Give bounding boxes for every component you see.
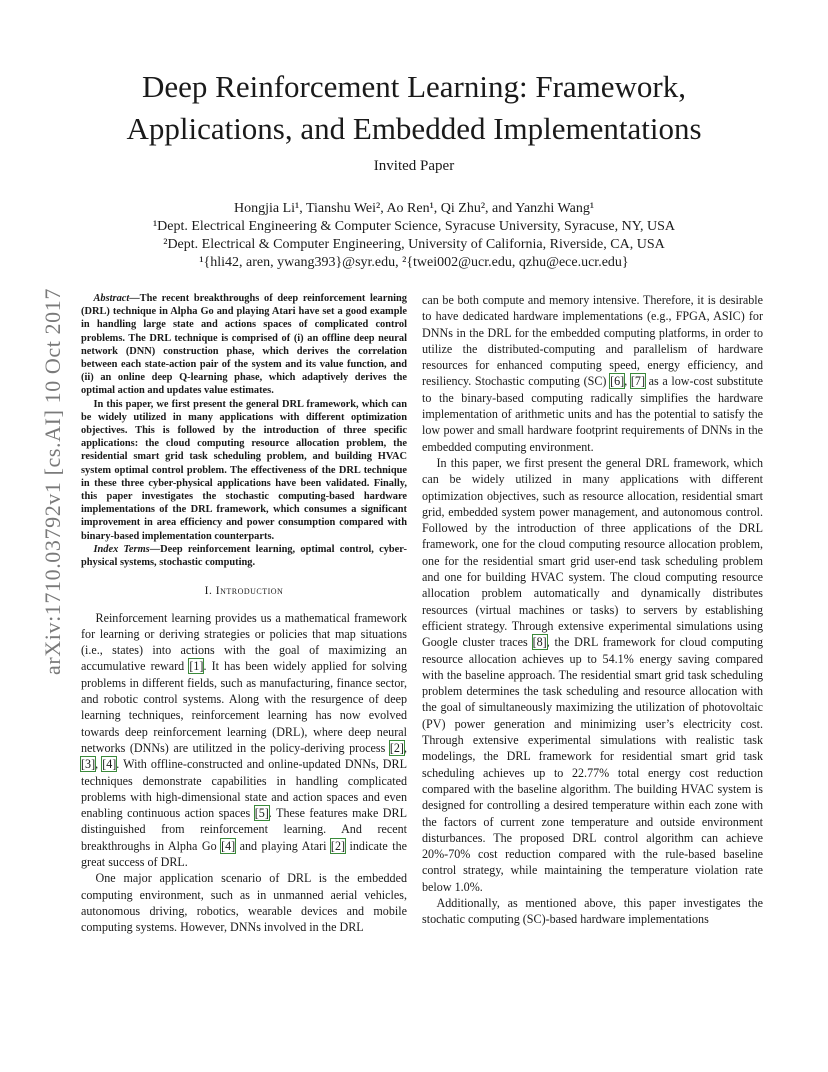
author-names: Hongjia Li¹, Tianshu Wei², Ao Ren¹, Qi Zhu², and Yanzhi Wang¹ bbox=[233, 201, 595, 216]
section-heading-introduction: I. Introduction bbox=[204, 585, 284, 598]
citation-link[interactable]: [7] bbox=[630, 374, 645, 389]
paper-subtitle: Invited Paper bbox=[373, 158, 455, 174]
citation-link[interactable]: [2] bbox=[330, 838, 346, 853]
affiliation-2: ²Dept. Electrical & Computer Engineering, University of California, Riverside, CA, USA bbox=[163, 237, 665, 252]
citation-link[interactable]: [2] bbox=[389, 740, 404, 755]
title-line-1: Deep Reinforcement Learning: Framework, bbox=[141, 69, 686, 104]
right-paragraph-3: Additionally, as mentioned above, this paper investigates the stochatic computing (SC)-based hardware implementations bbox=[422, 895, 763, 927]
index-terms-label: Index Terms bbox=[93, 543, 150, 555]
citation-link[interactable]: [4] bbox=[221, 838, 236, 853]
title-line-2: Applications, and Embedded Implementations bbox=[126, 111, 702, 146]
arxiv-identifier: arXiv:1710.03792v1 [cs.AI] 10 Oct 2017 bbox=[40, 288, 65, 675]
right-paragraph-1: can be both compute and memory intensive. Therefore, it is desirable to have dedicated hardware implementations (e.g., FPGA, ASIC) for DNNs in the DRL for the embedded computing platforms, in order to utilize the distributed-computing and parallelism of hardware resources for enhanced computing speed, energy efficiency, and resiliency. Stochastic computing (SC) [6], [7] as a low-cost substitute to the binary-based computing radically simplifies the hardware implementation of arithmetic units and has the potential to satisfy the low power and small hardware footprint requirements of DNNs in the embedded computing environment. bbox=[422, 293, 763, 454]
affiliation-1: ¹Dept. Electrical Engineering & Computer Science, Syracuse University, Syracuse, NY, USA bbox=[152, 219, 676, 234]
author-block bbox=[0, 200, 828, 272]
paper-title bbox=[0, 66, 828, 150]
citation-link[interactable]: [4] bbox=[102, 757, 117, 772]
abstract-label: Abstract bbox=[93, 293, 130, 304]
left-column bbox=[81, 292, 407, 936]
author-emails: ¹{hli42, aren, ywang393}@syr.edu, ²{twei002@ucr.edu, qzhu@ece.ucr.edu} bbox=[199, 255, 629, 270]
abstract bbox=[81, 292, 407, 569]
citation-link[interactable]: [3] bbox=[81, 757, 96, 772]
abstract-p2: In this paper, we first present the general DRL framework, which can be widely utilized in many applications with different optimization objectives. This is followed by the introduction of three specific applications: the cloud computing resource allocation problem, the residential smart grid task scheduling problem, and building HVAC system optimal control problem. The effectiveness of the DRL technique in these three cyber-physical applications have been validated. Finally, this paper investigates the stochastic computing-based hardware implementations of the DRL framework, which consumes a significant improvement in area efficiency and power consumption compared with binary-based implementation counterparts. bbox=[81, 398, 407, 542]
citation-link[interactable]: [6] bbox=[610, 374, 625, 389]
index-terms-text: —Deep reinforcement learning, optimal control, cyber-physical systems, stochastic computing. bbox=[81, 543, 407, 569]
citation-link[interactable]: [1] bbox=[189, 659, 204, 674]
intro-paragraph-1: Reinforcement learning provides us a mathematical framework for learning or deriving strategies or policies that map situations (i.e., states) into actions with the goal of maximizing an accumulative reward [1]. It has been widely applied for solving problems in different fields, such as manufacturing, finance sector, and robotic control systems. Along with the resurgence of deep learning techniques, reinforcement learning has now evolved towards deep reinforcement learning (DRL), where deep neural networks (DNNs) are utilitzed in the policy-deriving process [2], [3], [4]. With offline-constructed and online-updated DNNs, DRL techniques demonstrate capabilities in handling complicated problems with high-dimensional state and action spaces and even enabling continuous action spaces [5]. These features make DRL distinguished from reinforcement learning. And recent breakthroughs in Alpha Go [4] and playing Atari [2] indicate the great success of DRL. bbox=[81, 610, 407, 870]
right-column bbox=[422, 292, 763, 928]
citation-link[interactable]: [8] bbox=[532, 635, 547, 650]
right-paragraph-2: In this paper, we first present the general DRL framework, which can be widely utilized in many applications with different optimization objectives, such as resource allocation, residential smart grid, embedded system power management, and autonomous control. Followed by the introduction of three applications of the DRL framework, one for the cloud computing resource allocation problem, one for the residential smart grid user-end task scheduling problem and one for building HVAC system. The cloud computing resource allocation problem automatically and dynamically distributes resources (virtual machines or tasks) to servers by establishing efficient strategy. Through extensive experimental simulations using Google cluster traces [8], the DRL framework for cloud computing resource allocation achieves up to 54.1% energy saving compared with the baseline approach. The residential smart grid task scheduling problem determines the task scheduling and resource allocation with the goal of simultaneously maximizing the utilization of photovoltaic (PV) power generation and minimizing user’s electricity cost. Through extensive experimental simulations with realistic task modelings, the DRL framework for residential smart grid task scheduling achieves up to 22.77% total energy cost reduction compared with the baseline algorithm. The building HVAC system is designed for controlling a desired temperature within each zone with the factors of current zone temperature and outside environment disturbances. The proposed DRL control algorithm can achieve 20%-70% cost reduction compared with the rule-based baseline control strategy, while maintaining the temperature violation rate below 1.0%. bbox=[422, 455, 763, 894]
abstract-p1: —The recent breakthroughs of deep reinforcement learning (DRL) technique in Alpha Go and playing Atari have set a good example in handling large state and actions spaces of complicated control problems. The DRL technique is comprised of (i) an offline deep neural network (DNN) construction phase, which derives the correlation between each state-action pair of the system and its value function, and (ii) an online deep Q-learning phase, which adaptively derives the optimal action and updates value estimates. bbox=[81, 293, 407, 397]
intro-paragraph-2: One major application scenario of DRL is the embedded computing environment, such as in unmanned aerial vehicles, autonomous driving, robotics, wearable devices and mobile computing systems. However, DNNs involved in the DRL bbox=[81, 871, 407, 935]
citation-link[interactable]: [5] bbox=[254, 806, 269, 821]
